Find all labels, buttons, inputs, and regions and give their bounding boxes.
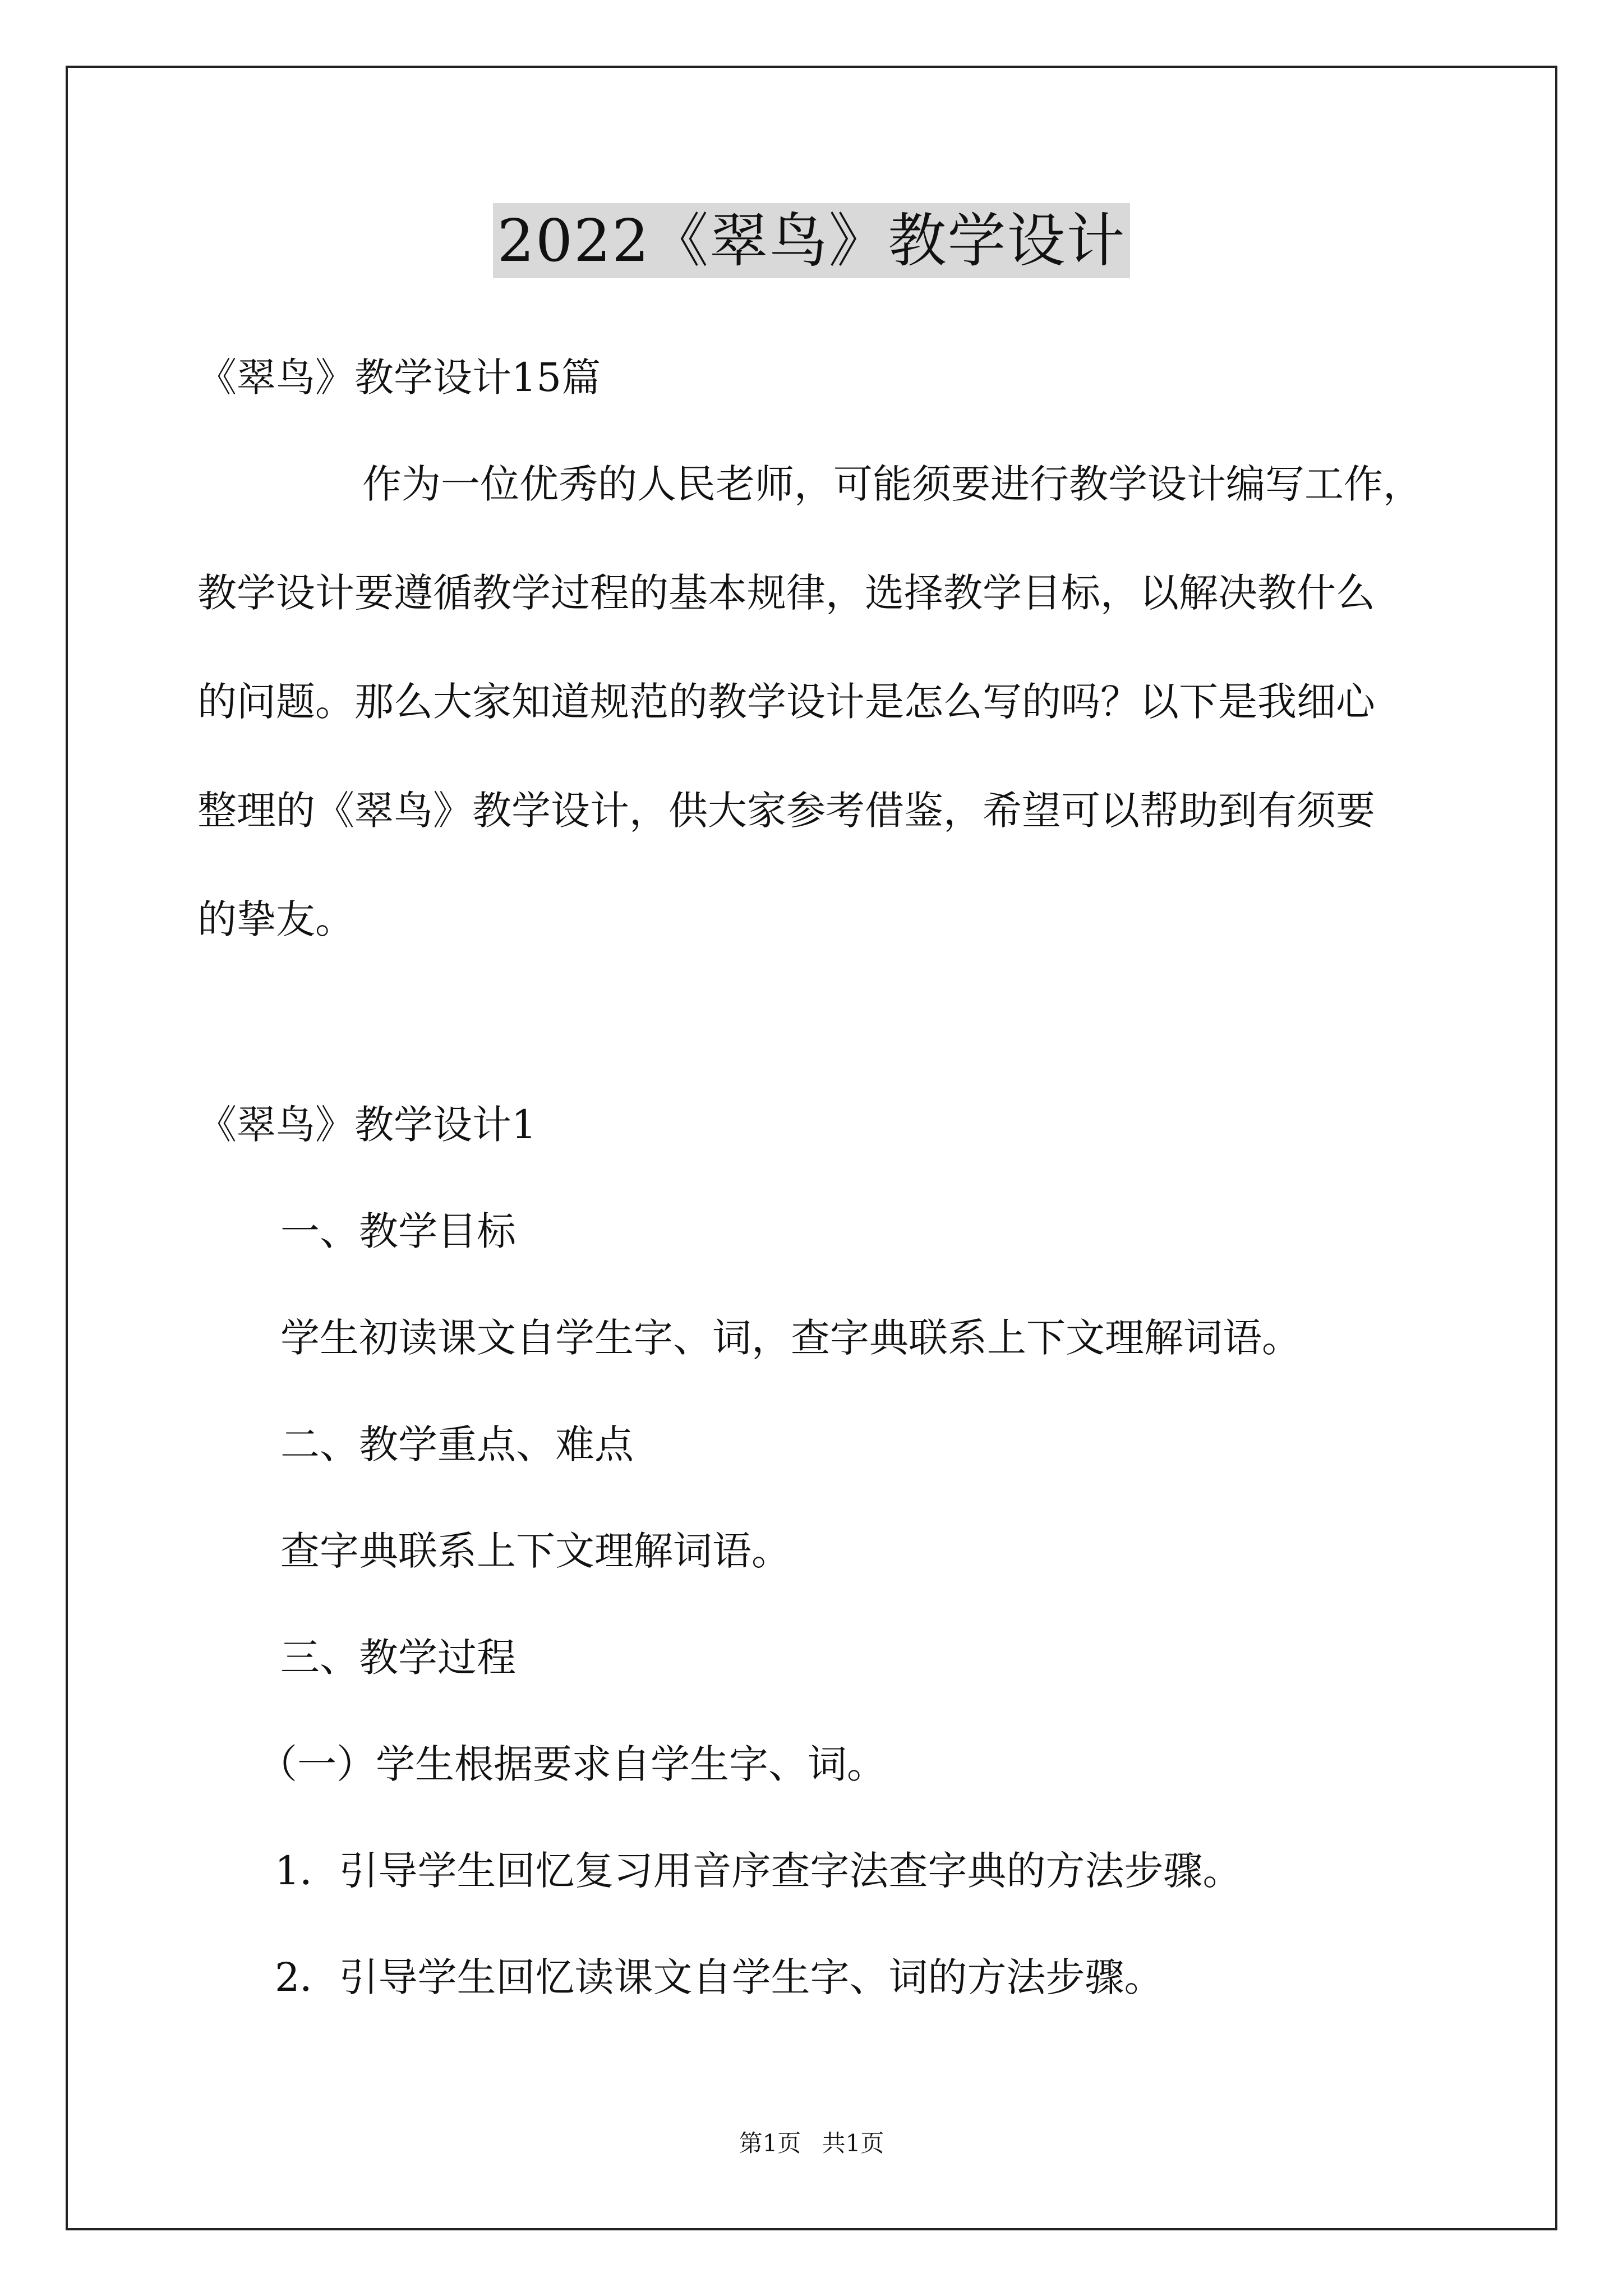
body-line-6: （一）学生根据要求自学生字、词。 <box>258 1741 886 1787</box>
footer-page-total: 共1页 <box>822 2129 884 2157</box>
intro-line-5: 的挚友。 <box>197 896 354 942</box>
body-line-3: 二、教学重点、难点 <box>280 1421 634 1467</box>
body-line-8: 2．引导学生回忆读课文自学生字、词的方法步骤。 <box>275 1954 1164 2000</box>
body-line-7: 1．引导学生回忆复习用音序查字法查字典的方法步骤。 <box>275 1848 1242 1894</box>
document-title: 2022《翠鸟》教学设计 <box>493 203 1131 278</box>
title-container <box>0 203 1623 278</box>
body-line-5: 三、教学过程 <box>280 1635 516 1681</box>
page-footer <box>0 2125 1623 2159</box>
intro-line-4: 整理的《翠鸟》教学设计，供大家参考借鉴，希望可以帮助到有须要 <box>197 788 1375 834</box>
section-heading: 《翠鸟》教学设计1 <box>197 1102 537 1148</box>
document-subtitle: 《翠鸟》教学设计15篇 <box>197 355 601 401</box>
intro-line-1: 作为一位优秀的人民老师，可能须要进行教学设计编写工作， <box>362 461 1422 507</box>
footer-page-number: 第1页 <box>739 2129 801 2157</box>
intro-line-2: 教学设计要遵循教学过程的基本规律，选择教学目标，以解决教什么 <box>197 570 1375 616</box>
body-line-4: 查字典联系上下文理解词语。 <box>280 1528 791 1574</box>
body-line-1: 一、教学目标 <box>280 1208 516 1254</box>
body-line-2: 学生初读课文自学生字、词，查字典联系上下文理解词语。 <box>280 1315 1301 1361</box>
intro-line-3: 的问题。那么大家知道规范的教学设计是怎么写的吗？以下是我细心 <box>197 679 1375 725</box>
